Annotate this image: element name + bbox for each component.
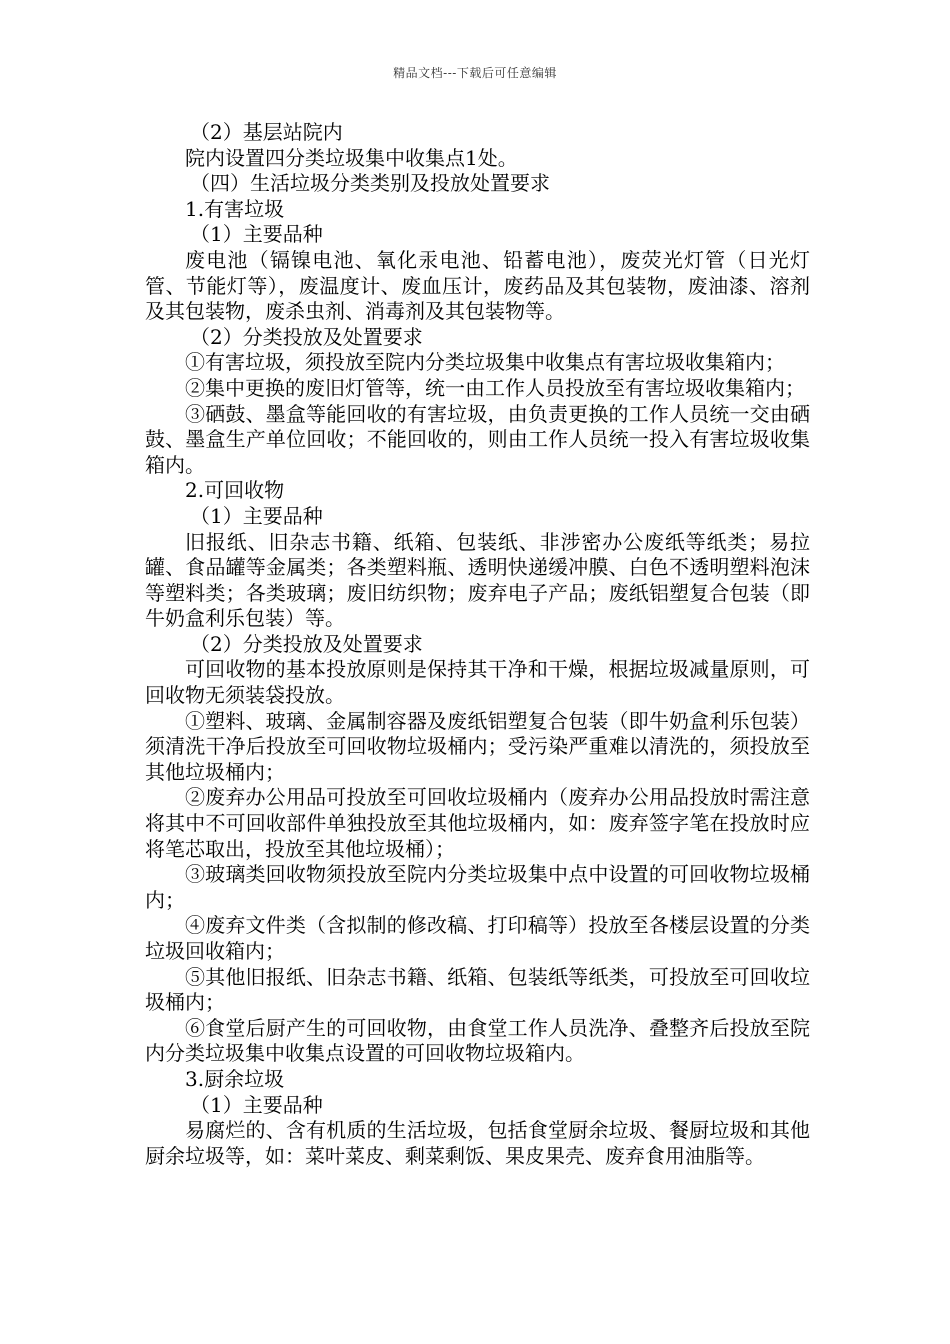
sub-heading: （1）主要品种 (190, 503, 323, 528)
paragraph: 可回收物的基本投放原则是保持其干净和干燥，根据垃圾减量原则，可回收物无须装袋投放。 (145, 657, 810, 708)
paragraph: 旧报纸、旧杂志书籍、纸箱、包装纸、非涉密办公废纸等纸类；易拉罐、食品罐等金属类；各类塑料瓶、透明快递缓冲膜、白色不透明塑料泡沫等塑料类；各类玻璃；废旧纺织物；废弃电子产品；废纸铝塑复合包装（即牛奶盒利乐包装）等。 (145, 529, 810, 631)
paragraph: ②集中更换的废旧灯管等，统一由工作人员投放至有害垃圾收集箱内； (185, 375, 805, 400)
sub-heading: （四）生活垃圾分类类别及投放处置要求 (190, 171, 550, 196)
paragraph: 1.有害垃圾 (185, 196, 285, 221)
paragraph: 3.厨余垃圾 (185, 1066, 285, 1091)
paragraph: ③硒鼓、墨盒等能回收的有害垃圾，由负责更换的工作人员统一交由硒鼓、墨盒生产单位回收；不能回收的，则由工作人员统一投入有害垃圾收集箱内。 (145, 401, 810, 477)
paragraph: ⑥食堂后厨产生的可回收物，由食堂工作人员洗净、叠整齐后投放至院内分类垃圾集中收集点设置的可回收物垃圾箱内。 (145, 1015, 810, 1066)
sub-heading: （2）分类投放及处置要求 (190, 631, 423, 656)
paragraph: 院内设置四分类垃圾集中收集点1处。 (185, 145, 518, 170)
sub-heading: （1）主要品种 (190, 222, 323, 247)
paragraph: 废电池（镉镍电池、氧化汞电池、铅蓄电池），废荧光灯管（日光灯管、节能灯等），废温度计、废血压计，废药品及其包装物，废油漆、溶剂及其包装物，废杀虫剂、消毒剂及其包装物等。 (145, 247, 810, 324)
paragraph: 易腐烂的、含有机质的生活垃圾，包括食堂厨余垃圾、餐厨垃圾和其他厨余垃圾等，如：菜叶菜皮、剩菜剩饭、果皮果壳、废弃食用油脂等。 (145, 1118, 810, 1168)
paragraph: ⑤其他旧报纸、旧杂志书籍、纸箱、包装纸等纸类，可投放至可回收垃圾桶内； (145, 964, 810, 1015)
page-header-watermark: 精品文档---下载后可任意编辑 (393, 66, 557, 80)
document-body (145, 120, 810, 1169)
paragraph: 2.可回收物 (185, 478, 285, 503)
paragraph: ①有害垃圾，须投放至院内分类垃圾集中收集点有害垃圾收集箱内； (185, 350, 785, 375)
paragraph: ④废弃文件类（含拟制的修改稿、打印稿等）投放至各楼层设置的分类垃圾回收箱内； (145, 913, 810, 963)
paragraph: ②废弃办公用品可投放至可回收垃圾桶内（废弃办公用品投放时需注意将其中不可回收部件单独投放至其他垃圾桶内，如：废弃签字笔在投放时应将笔芯取出，投放至其他垃圾桶）； (145, 785, 810, 861)
paragraph: ③玻璃类回收物须投放至院内分类垃圾集中点中设置的可回收物垃圾桶内； (145, 862, 810, 912)
sub-heading: （2）基层站院内 (190, 120, 343, 144)
sub-heading: （2）分类投放及处置要求 (190, 324, 423, 349)
sub-heading: （1）主要品种 (190, 1092, 323, 1117)
paragraph: ①塑料、玻璃、金属制容器及废纸铝塑复合包装（即牛奶盒利乐包装）须清洗干净后投放至可回收物垃圾桶内；受污染严重难以清洗的，须投放至其他垃圾桶内； (145, 708, 810, 784)
